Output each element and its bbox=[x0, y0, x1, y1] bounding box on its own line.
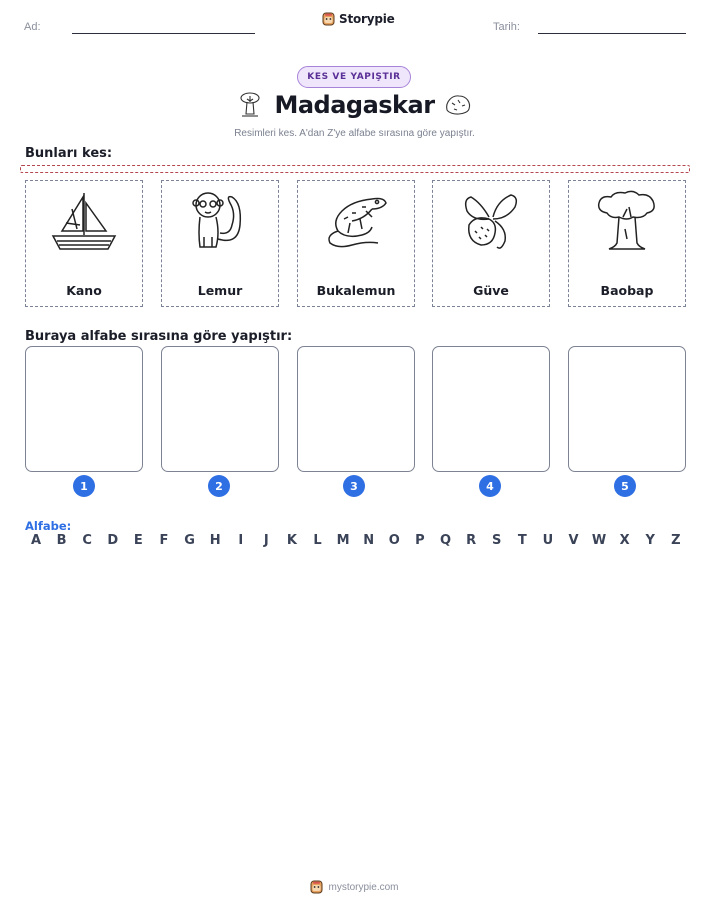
alphabet-letter: A bbox=[30, 533, 42, 548]
footer bbox=[0, 880, 709, 894]
instructions: Resimleri kes. A'dan Z'ye alfabe sırasına göre yapıştır. bbox=[234, 128, 475, 139]
sailboat-icon bbox=[50, 189, 118, 251]
slot-number-2: 2 bbox=[208, 475, 230, 497]
activity-badge: KES VE YAPIŞTIR bbox=[297, 66, 411, 88]
alphabet-letter: Y bbox=[645, 533, 655, 548]
alphabet-letter: X bbox=[619, 533, 630, 548]
brand-logo bbox=[322, 12, 395, 26]
paste-box-4[interactable] bbox=[432, 346, 550, 472]
chameleon-icon bbox=[322, 189, 390, 251]
cut-card-bukalemun[interactable] bbox=[297, 180, 415, 307]
card-label: Güve bbox=[473, 283, 509, 298]
paste-box-2[interactable] bbox=[161, 346, 279, 472]
paste-heading: Buraya alfabe sırasına göre yapıştır: bbox=[25, 329, 293, 344]
alphabet-label: Alfabe: bbox=[25, 519, 72, 533]
cut-heading: Bunları kes: bbox=[25, 146, 113, 161]
baobab-tree-icon bbox=[593, 189, 661, 251]
card-label: Baobap bbox=[600, 283, 654, 298]
page-title: Madagaskar bbox=[274, 91, 435, 119]
alphabet-letter: R bbox=[466, 533, 477, 548]
storypie-mascot-icon bbox=[310, 880, 323, 894]
name-line[interactable] bbox=[72, 33, 255, 34]
footer-url[interactable]: mystorypie.com bbox=[328, 881, 399, 893]
alphabet-letter: D bbox=[107, 533, 119, 548]
alphabet-letter: U bbox=[542, 533, 554, 548]
alphabet-letter: N bbox=[363, 533, 375, 548]
alphabet-letter: W bbox=[591, 533, 607, 548]
alphabet-letter: J bbox=[263, 533, 269, 548]
alphabet-letter: B bbox=[56, 533, 67, 548]
alphabet-row bbox=[26, 533, 686, 548]
cut-card-lemur[interactable] bbox=[161, 180, 279, 307]
slot-number-5: 5 bbox=[614, 475, 636, 497]
cut-card-kano[interactable] bbox=[25, 180, 143, 307]
alphabet-letter: H bbox=[209, 533, 221, 548]
storypie-mascot-icon bbox=[322, 12, 335, 26]
alphabet-letter: C bbox=[82, 533, 92, 548]
moth-icon bbox=[457, 189, 525, 251]
cut-card-guve[interactable] bbox=[432, 180, 550, 307]
alphabet-letter: P bbox=[415, 533, 425, 548]
cut-card-baobap[interactable] bbox=[568, 180, 686, 307]
name-label: Ad: bbox=[24, 21, 41, 33]
alphabet-letter: K bbox=[286, 533, 297, 548]
brand-name: Storypie bbox=[339, 12, 395, 26]
card-label: Bukalemun bbox=[316, 283, 396, 298]
rock-decoration-icon bbox=[443, 92, 473, 118]
alphabet-letter: G bbox=[184, 533, 195, 548]
date-label: Tarih: bbox=[493, 21, 520, 33]
lemur-icon bbox=[186, 189, 254, 251]
card-label: Lemur bbox=[197, 283, 243, 298]
alphabet-letter: O bbox=[388, 533, 400, 548]
slot-number-3: 3 bbox=[343, 475, 365, 497]
date-line[interactable] bbox=[538, 33, 686, 34]
paste-box-5[interactable] bbox=[568, 346, 686, 472]
alphabet-letter: T bbox=[517, 533, 527, 548]
alphabet-letter: L bbox=[313, 533, 322, 548]
paste-box-3[interactable] bbox=[297, 346, 415, 472]
slot-number-4: 4 bbox=[479, 475, 501, 497]
alphabet-letter: E bbox=[133, 533, 143, 548]
alphabet-letter: I bbox=[238, 533, 244, 548]
alphabet-letter: S bbox=[492, 533, 502, 548]
alphabet-letter: M bbox=[336, 533, 350, 548]
alphabet-letter: F bbox=[159, 533, 169, 548]
alphabet-letter: V bbox=[568, 533, 579, 548]
cut-line[interactable] bbox=[20, 165, 690, 173]
alphabet-letter: Z bbox=[671, 533, 681, 548]
slot-number-1: 1 bbox=[73, 475, 95, 497]
alphabet-letter: Q bbox=[439, 533, 452, 548]
card-label: Kano bbox=[66, 283, 102, 298]
paste-box-1[interactable] bbox=[25, 346, 143, 472]
